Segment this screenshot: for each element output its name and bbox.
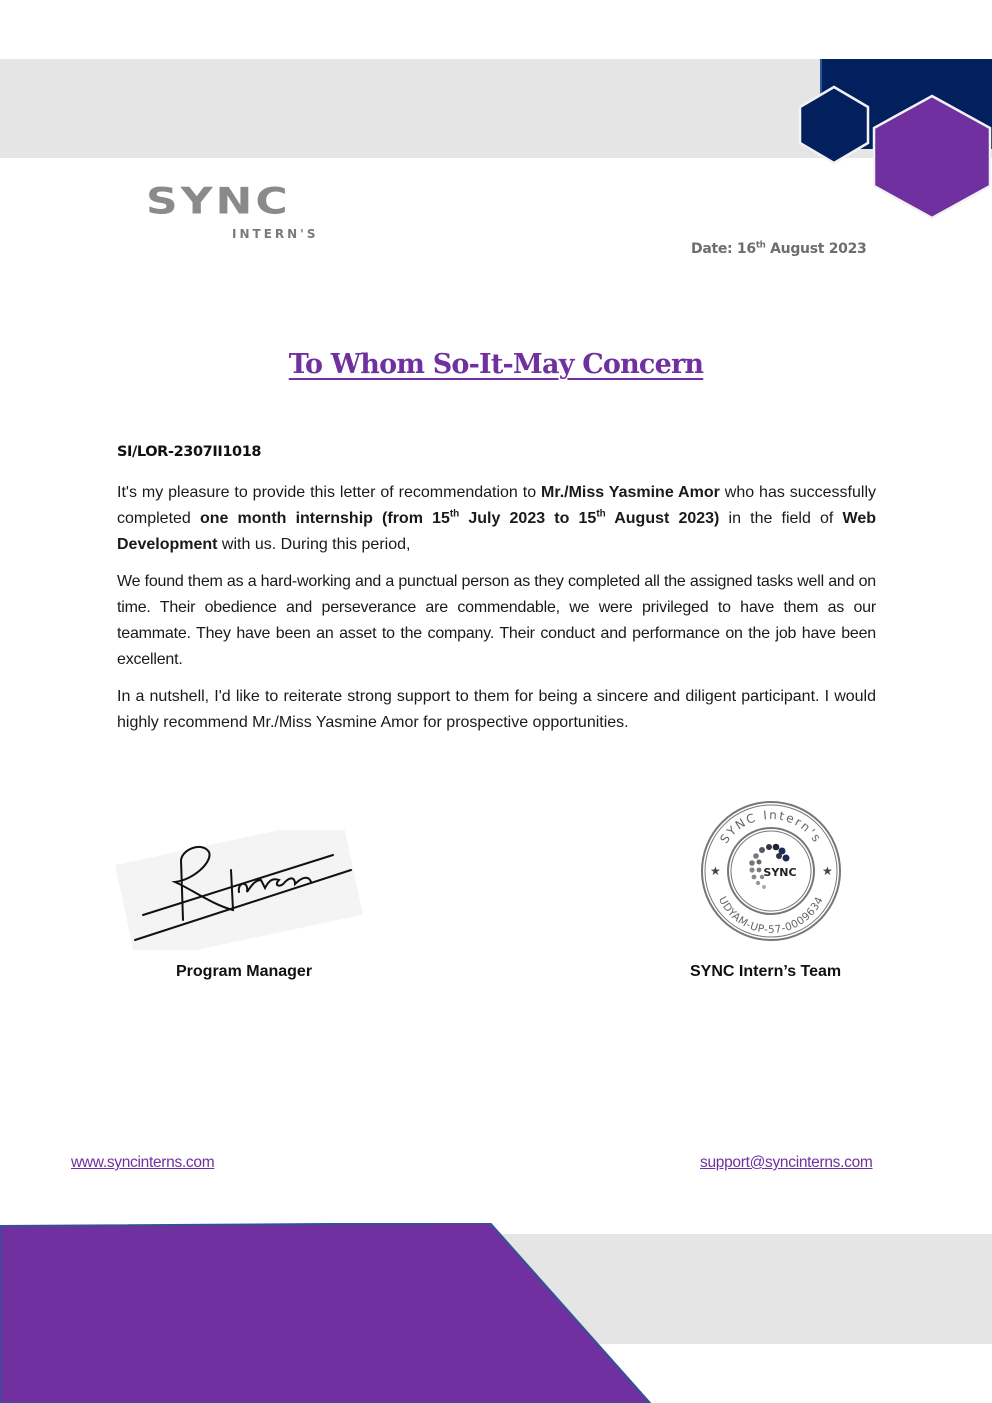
logo-subtitle: INTERN'S xyxy=(232,227,319,241)
text: who has successfully completed xyxy=(117,484,877,527)
star-icon: ★ xyxy=(710,864,721,878)
navy-hexagon-icon xyxy=(800,87,868,163)
page-title xyxy=(0,349,992,380)
star-icon: ★ xyxy=(822,864,833,878)
text: It's my pleasure to provide this letter of recommendation to xyxy=(117,484,542,501)
letter-date xyxy=(691,241,866,257)
text: with us. During this period, xyxy=(217,536,411,553)
seal-center-text: SYNC xyxy=(763,866,797,879)
logo-wordmark: SYNC xyxy=(146,180,291,223)
email-link[interactable]: support@syncinterns.com xyxy=(700,1154,873,1171)
text: in the field of xyxy=(719,510,843,527)
website-link[interactable]: www.syncinterns.com xyxy=(71,1154,215,1171)
ordinal: th xyxy=(596,508,606,520)
date-ordinal: th xyxy=(755,240,766,251)
company-seal xyxy=(700,800,842,942)
paragraph-performance: We found them as a hard-working and a punctual person as they completed all the assigned tasks well and on time. Their obedience and perseverance are commendable, we were privileged to have them as our teammate. They have been an asset to the company. Their conduct and performance on the job have been excellent. xyxy=(117,573,876,668)
paragraph-conclusion: In a nutshell, I'd like to reiterate strong support to them for being a sincere and diligent participant. I would highly recommend Mr./Miss Yasmine Amor for prospective opportunities. xyxy=(117,688,876,731)
date-suffix: August 2023 xyxy=(765,241,867,257)
text: August 2023) xyxy=(605,510,720,527)
date-prefix: Date: 16 xyxy=(691,241,756,257)
seal-bottom-text: UDYAM-UP-57-0009634 xyxy=(715,894,827,937)
paragraph-intro xyxy=(117,480,876,558)
title-text: To Whom So-It-May Concern xyxy=(288,349,704,380)
purple-hexagon-icon xyxy=(874,96,990,218)
internship-field: Web Development xyxy=(117,510,876,553)
reference-number: SI/LOR-2307II1018 xyxy=(117,444,262,460)
team-label: SYNC Intern’s Team xyxy=(690,963,842,980)
internship-period xyxy=(200,510,719,527)
intern-name: Mr./Miss Yasmine Amor xyxy=(541,484,720,501)
footer-decoration xyxy=(0,1223,992,1403)
company-logo xyxy=(146,180,346,243)
signature-image xyxy=(113,830,363,950)
signatory-title: Program Manager xyxy=(176,963,313,980)
ordinal: th xyxy=(449,508,460,520)
seal-top-text: SYNC Intern's xyxy=(717,807,825,847)
text: one month internship (from 15 xyxy=(199,510,450,527)
text: July 2023 to 15 xyxy=(459,510,597,527)
